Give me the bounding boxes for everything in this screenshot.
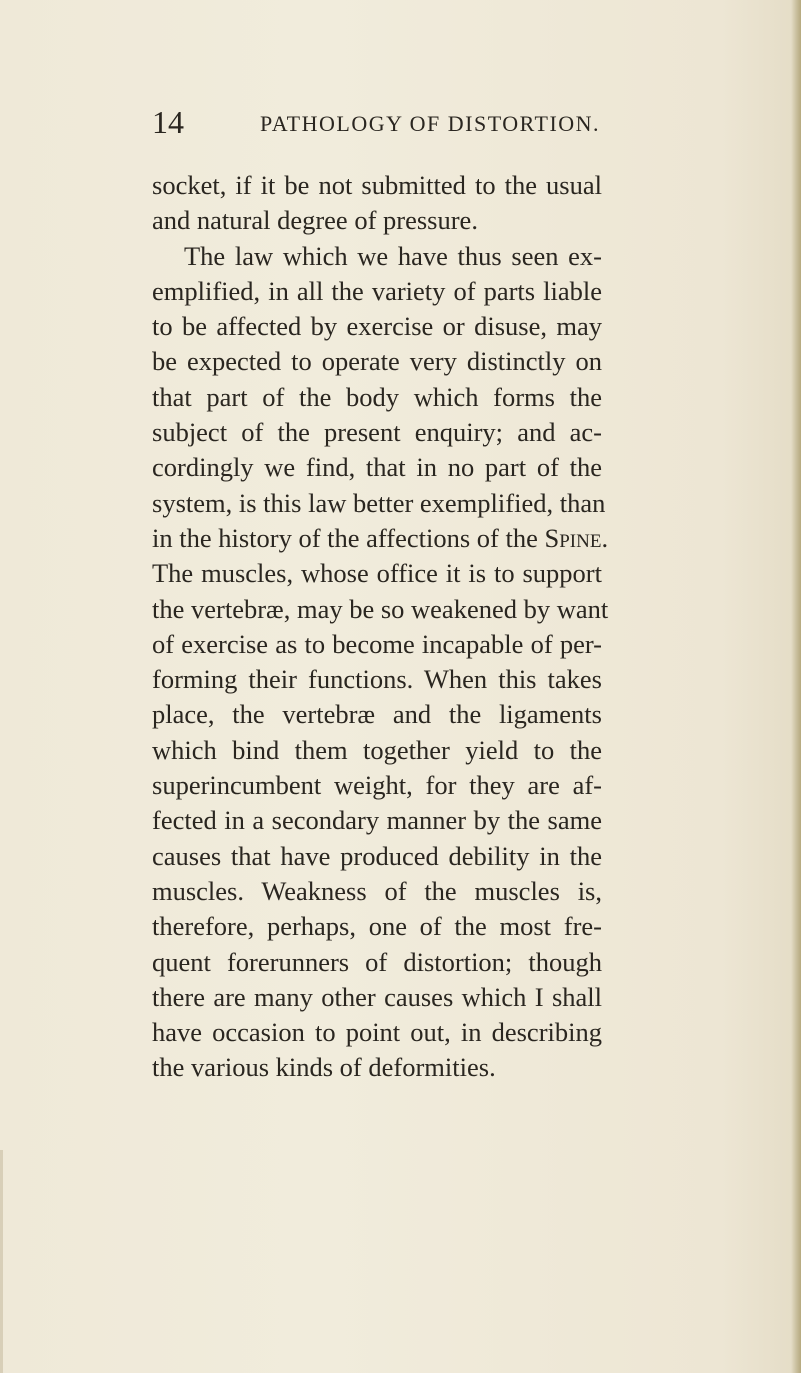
spine-word: Spine. <box>544 522 609 553</box>
text-line: subject of the present enquiry; and ac- <box>152 417 602 448</box>
text-line: system, is this law better exemplified, than <box>152 487 606 518</box>
text-line: which bind them together yield to the <box>152 734 602 765</box>
body-text <box>152 168 609 1086</box>
running-head: PATHOLOGY OF DISTORTION. <box>260 111 601 136</box>
text-line: the various kinds of deformities. <box>152 1052 496 1083</box>
text-line: socket, if it be not submitted to the usual <box>152 170 602 200</box>
text-line: causes that have produced debility in the <box>152 840 602 871</box>
text-line: The muscles, whose office it is to support <box>152 558 602 589</box>
text-line: that part of the body which forms the <box>152 381 602 412</box>
page-number: 14 <box>152 104 184 140</box>
text-line: muscles. Weakness of the muscles is, <box>152 875 602 906</box>
text-line: cordingly we find, that in no part of the <box>152 452 602 483</box>
text-line: forming their functions. When this takes <box>152 664 602 695</box>
text-line: be expected to operate very distinctly on <box>152 346 602 377</box>
text-line: of exercise as to become incapable of per- <box>152 628 602 659</box>
page-edge-left <box>0 1150 3 1373</box>
text-line: to be affected by exercise or disuse, may <box>152 311 602 342</box>
text-line: the vertebræ, may be so weakened by want <box>152 593 609 624</box>
page-edge-shadow <box>791 0 801 1373</box>
text-line: place, the vertebræ and the ligaments <box>152 699 602 730</box>
text-line <box>152 521 609 556</box>
text-line: fected in a secondary manner by the same <box>152 805 602 836</box>
text-line-part: in the history of the affections of the <box>152 522 545 553</box>
text-line: quent forerunners of distortion; though <box>152 946 602 977</box>
text-line: emplified, in all the variety of parts liable <box>152 275 602 306</box>
text-line: and natural degree of pressure. <box>152 205 478 236</box>
text-line: have occasion to point out, in describing <box>152 1017 602 1048</box>
text-line: therefore, perhaps, one of the most fre- <box>152 911 602 942</box>
text-line: there are many other causes which I shall <box>152 981 602 1012</box>
text-line: The law which we have thus seen ex- <box>184 240 602 271</box>
text-line: superincumbent weight, for they are af- <box>152 770 602 801</box>
page-header <box>0 102 801 142</box>
